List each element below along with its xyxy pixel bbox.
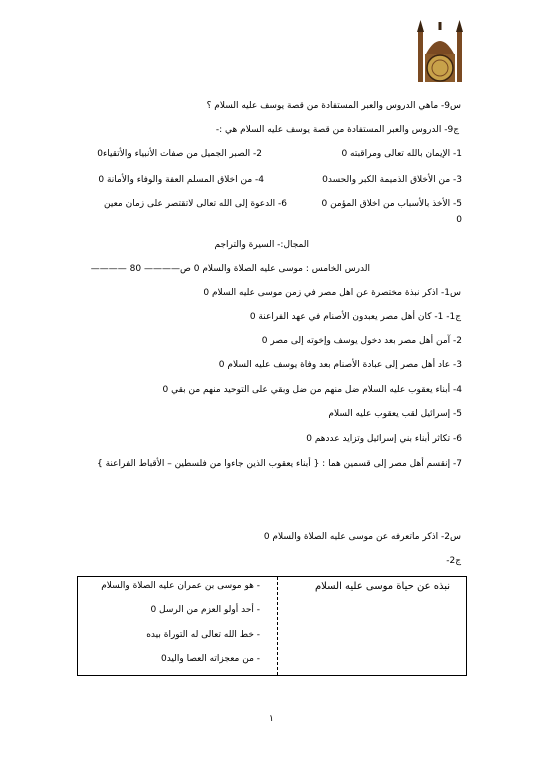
q9-item-1: 1- الإيمان بالله تعالى ومراقبته 0 [341,149,462,159]
q9-item-2: 2- الصبر الجميل من صفات الأنبياء والأتقياء0 [97,149,262,159]
table-item-2: - أحد أولو العزم من الرسل 0 [150,605,260,615]
q1-question: س1- اذكر نبذة مختصرة عن اهل مصر في زمن موسى عليه السلام 0 [203,288,461,298]
q1-item-1: ج1- 1- كان أهل مصر يعبدون الأصنام في عهد الفراعنة 0 [249,312,461,322]
q9-answer-intro: ج9- الدروس والعبر المستفادة من قصة يوسف عليه السلام هي :- [215,125,459,135]
q9-question: س9- ماهي الدروس والعبر المستفادة من قصة يوسف عليه السلام ؟ [206,101,461,111]
table-divider [277,577,278,675]
table-header: نبذه عن حياة موسى عليه السلام [314,581,450,592]
q1-item-3: 3- عاد أهل مصر إلى عبادة الأصنام بعد وفاة يوسف عليه السلام 0 [218,360,462,370]
q9-item-6-end: 0 [456,215,462,225]
table-item-4: - من معجزاته العصا واليد0 [160,654,260,664]
q2-answer-label: ج2- [446,556,461,566]
q9-item-3: 3- من الأخلاق الذميمة الكبر والحسد0 [322,175,462,185]
q2-question: س2- اذكر ماتعرفه عن موسى عليه الصلاة والسلام 0 [263,532,461,542]
q9-item-4: 4- من اخلاق المسلم العفة والوفاء والأمانة 0 [98,175,264,185]
q1-item-2: 2- آمن أهل مصر بعد دخول يوسف وإخوته إلى مصر 0 [261,336,462,346]
table-item-1: - هو موسى بن عمران عليه الصلاة والسلام [101,581,260,591]
q9-item-5: 5- الأخذ بالأسباب من اخلاق المؤمن 0 [321,199,462,209]
q1-item-7: 7- إنقسم أهل مصر إلى قسمين هما : { أبناء يعقوب الذين جاءوا من فلسطين – الأقباط الفراعنة } [97,459,462,469]
mosque-logo-icon [414,14,466,86]
q9-item-6: 6- الدعوة إلى الله تعالى لاتقتصر على زمان معين [104,199,287,209]
q1-item-6: 6- تكاثر أبناء بني إسرائيل وتزايد عددهم 0 [306,434,462,444]
moses-info-table [77,576,467,676]
q1-item-5: 5- إسرائيل لقب يعقوب عليه السلام [328,409,462,419]
page-number: ١ [269,714,274,724]
table-item-3: - خط الله تعالى له التوراة بيده [146,630,260,640]
lesson-title: الدرس الخامس : موسى عليه الصلاة والسلام 0 ص———— 80 ———— [90,264,370,274]
field-heading: المجال:- السيرة والتراجم [214,240,309,250]
q1-item-4: 4- أبناء يعقوب عليه السلام ضل منهم من ضل وبقي على التوحيد منهم من بقي 0 [162,385,462,395]
